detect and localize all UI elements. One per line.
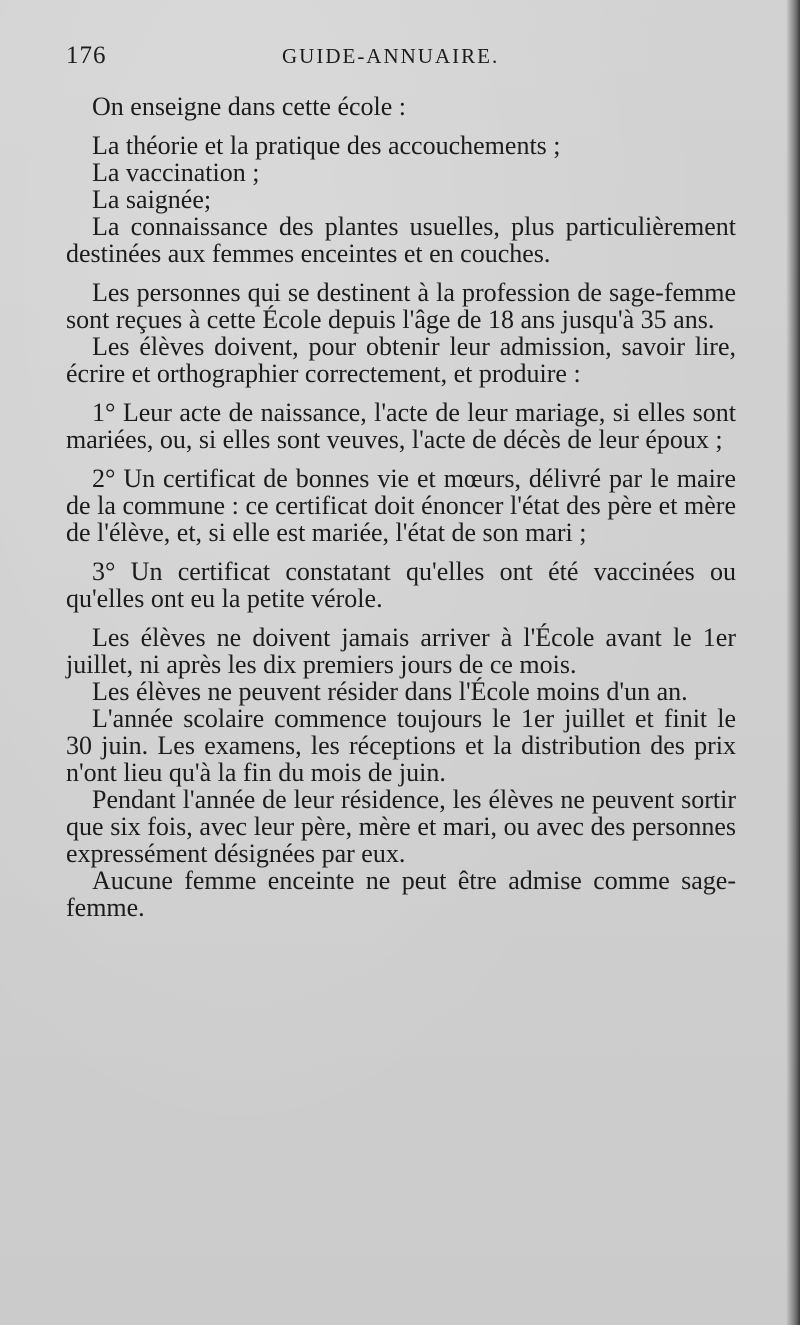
- paragraph-admission-requirements: Les élèves doivent, pour obtenir leur admission, savoir lire, écrire et orthographier correctement, et produire :: [66, 332, 736, 388]
- paragraph-outings: Pendant l'année de leur résidence, les élèves ne peuvent sortir que six fois, avec leur père, mère et mari, ou avec des personnes expressément désignées par eux.: [66, 785, 736, 868]
- paragraph-pregnancy-rule: Aucune femme enceinte ne peut être admise comme sage-femme.: [66, 866, 736, 922]
- paragraph-age-requirement: Les personnes qui se destinent à la profession de sage-femme sont reçues à cette École depuis l'âge de 18 ans jusqu'à 35 ans.: [66, 278, 736, 334]
- paragraph-minimum-residence: Les élèves ne peuvent résider dans l'École moins d'un an.: [92, 677, 688, 706]
- page-header: [66, 42, 736, 78]
- body-text: [66, 93, 736, 921]
- requirement-birth-certificate: 1° Leur acte de naissance, l'acte de leur mariage, si elles sont mariées, ou, si elles sont veuves, l'acte de décès de leur époux ;: [66, 398, 736, 454]
- paragraph-school-year: L'année scolaire commence toujours le 1er juillet et finit le 30 juin. Les examens, les réceptions et la distribution des prix n'ont lieu qu'à la fin du mois de juin.: [66, 704, 736, 787]
- list-item-plants: La connaissance des plantes usuelles, plus particulièrement destinées aux femmes enceintes et en couches.: [66, 212, 736, 268]
- page-edge-shadow: [786, 0, 800, 1325]
- requirement-vaccination-certificate: 3° Un certificat constatant qu'elles ont été vaccinées ou qu'elles ont eu la petite vérole.: [66, 557, 736, 613]
- requirement-good-conduct-certificate: 2° Un certificat de bonnes vie et mœurs, délivré par le maire de la commune : ce certificat doit énoncer l'état des père et mère de l'élève, et, si elle est mariée, l'état de son mari ;: [66, 464, 736, 547]
- list-item-vaccination: La vaccination ;: [92, 158, 260, 187]
- page-number: 176: [66, 42, 107, 69]
- paragraph-arrival-dates: Les élèves ne doivent jamais arriver à l'École avant le 1er juillet, ni après les dix premiers jours de ce mois.: [66, 623, 736, 679]
- list-item-bleeding: La saignée;: [92, 185, 212, 214]
- paragraph-intro: On enseigne dans cette école :: [92, 92, 407, 121]
- list-item-theory: La théorie et la pratique des accouchements ;: [92, 131, 561, 160]
- running-title: GUIDE-ANNUAIRE.: [282, 44, 500, 68]
